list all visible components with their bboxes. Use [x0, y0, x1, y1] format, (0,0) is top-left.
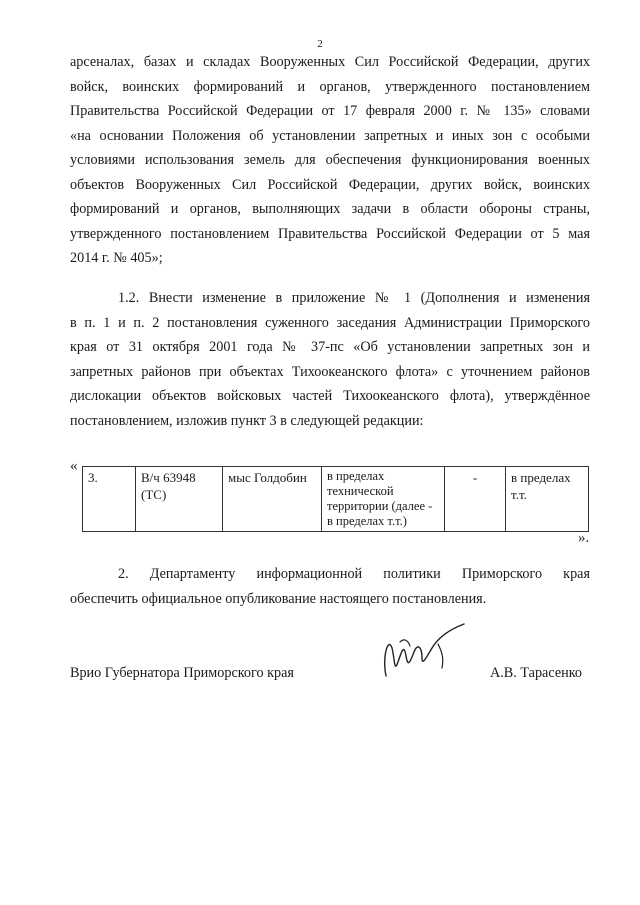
text-line: арсеналах, базах и складах Вооруженных Сил Российской Федерации, других	[70, 54, 590, 70]
text-line: постановлением, изложив пункт 3 в следующей редакции:	[70, 412, 424, 429]
table-row	[83, 467, 589, 532]
insert-table	[82, 466, 589, 532]
text-line: утвержденного постановлением Правительства Российской Федерации от 5 мая	[70, 225, 590, 242]
text-line: формирований и органов, выполняющих задачи в области обороны страны,	[70, 201, 590, 217]
text-line: дислокации объектов войсковых частей Тихоокеанского флота), утверждённое	[70, 388, 590, 404]
quote-open: «	[70, 458, 78, 474]
paragraph-3	[70, 562, 590, 611]
text-line: обеспечить официальное опубликование настоящего постановления.	[70, 590, 487, 607]
text-line: 1.2. Внести изменение в приложение № 1 (Дополнения и изменения	[118, 290, 590, 306]
text-line: условиями использования земель для обеспечения функционирования военных	[70, 152, 590, 168]
paragraph-1	[70, 50, 590, 271]
cell-number: 3.	[83, 467, 136, 532]
page-number: 2	[317, 38, 323, 50]
cell-unit	[136, 467, 223, 532]
text-line: объектов Вооруженных Сил Российской Федерации, других войск, воинских	[70, 176, 590, 193]
signatory-role: Врио Губернатора Приморского края	[70, 665, 294, 681]
signatory-name: А.В. Тарасенко	[490, 665, 582, 681]
cell-area: в пределах т.т.	[506, 467, 589, 532]
text-line: «на основании Положения об установлении запретных и иных зон с особыми	[70, 127, 590, 144]
text-line: войск, воинских формирований и органов, утвержденного постановлением	[70, 78, 590, 95]
text-line: Правительства Российской Федерации от 17 февраля 2000 г. № 135» словами	[70, 103, 590, 119]
handwritten-signature	[378, 618, 468, 688]
cell-location: мыс Голдобин	[223, 467, 322, 532]
text-line: 2014 г. № 405»;	[70, 250, 163, 266]
cell-dash: -	[445, 467, 506, 532]
unit-name: В/ч 63948	[141, 470, 196, 485]
text-line: в п. 1 и п. 2 постановления суженного заседания Администрации Приморского	[70, 314, 590, 331]
text-line: края от 31 октября 2001 года № 37-пс «Об установлении запретных зон и	[70, 339, 590, 355]
paragraph-2	[70, 286, 590, 433]
unit-type: (ТС)	[141, 487, 167, 502]
quote-close: ».	[578, 530, 590, 546]
text-line: 2. Департаменту информационной политики Приморского края	[118, 566, 590, 582]
text-line: запретных районов при объектах Тихоокеанского флота» с уточнением районов	[70, 363, 590, 380]
cell-zone: в пределах технической территории (далее - в пределах т.т.)	[322, 467, 445, 532]
